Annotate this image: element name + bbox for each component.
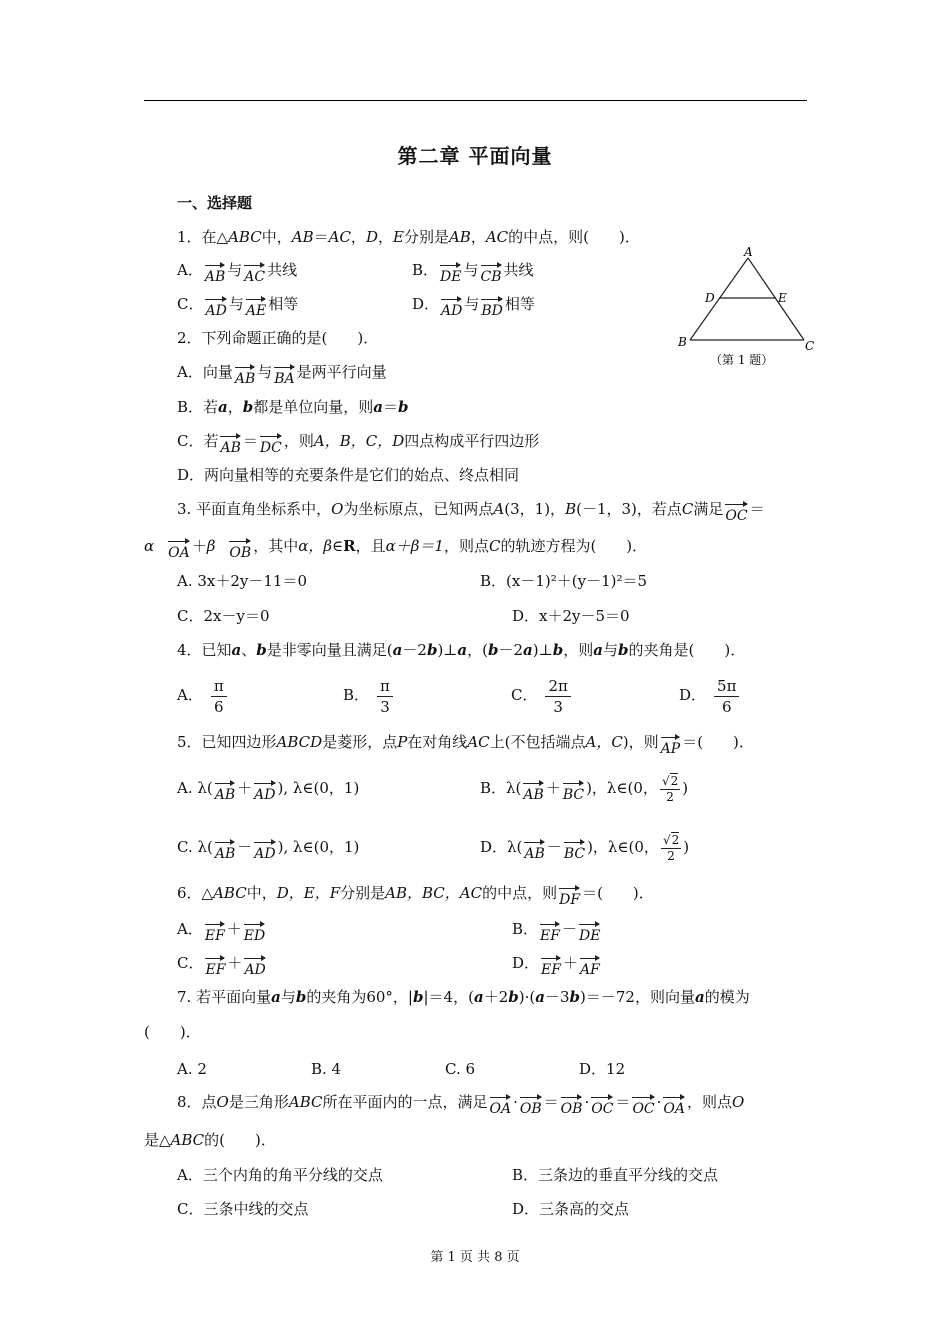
- edge-ac: [748, 258, 804, 340]
- page-footer: 第 1 页 共 8 页: [430, 1250, 520, 1265]
- q4-option-c[interactable]: C． $\frac{2\pi}{3}$: [511, 673, 571, 717]
- q2-option-b[interactable]: B．若a，b都是单位向量，则a＝b: [177, 398, 409, 416]
- header-rule: [144, 100, 807, 101]
- q7-option-c[interactable]: C. 6: [445, 1060, 476, 1078]
- q4-option-b[interactable]: B． $\frac{\pi}{3}$: [343, 673, 393, 717]
- q1-option-c[interactable]: C． AD 与 AE 相等: [177, 295, 299, 319]
- q5-option-a[interactable]: A. λ( AB ＋ AD ), λ∈(0，1): [177, 779, 360, 803]
- q8-option-c[interactable]: C．三条中线的交点: [177, 1200, 309, 1218]
- edge-ab: [690, 258, 748, 340]
- q8-stem: 8．点O是三角形ABC所在平面内的一点，满足 OA · OB ＝ OB · OC ＝ OC · OA ，则点O: [177, 1093, 745, 1117]
- label-c: C: [805, 339, 815, 353]
- q8-option-a[interactable]: A．三个内角的角平分线的交点: [177, 1166, 383, 1184]
- q3-option-d[interactable]: D．x＋2y－5＝0: [512, 607, 630, 625]
- q3-option-c[interactable]: C．2x－y＝0: [177, 607, 270, 625]
- q7-option-a[interactable]: A. 2: [177, 1060, 207, 1078]
- triangle-figure: [672, 240, 822, 370]
- q6-option-c[interactable]: C． EF ＋ AD: [177, 954, 266, 978]
- q2-option-d[interactable]: D．两向量相等的充要条件是它们的始点、终点相同: [177, 466, 520, 484]
- q1-option-d[interactable]: D． AD 与 BD 相等: [412, 295, 535, 319]
- chapter-title: 第二章 平面向量: [397, 144, 553, 168]
- q7-stem: 7. 若平面向量a与b的夹角为60°，|b|＝4，(a＋2b)·(a－3b)＝－72，则向量a的模为: [177, 988, 750, 1006]
- q1-stem: 1．在△ABC中，AB＝AC，D，E分别是AB，AC的中点，则( )．: [177, 228, 640, 246]
- q3-stem-line1: 3. 平面直角坐标系中，O为坐标原点，已知两点A(3，1)，B(－1，3)，若点C满足 OC ＝: [177, 500, 765, 524]
- q8-option-b[interactable]: B．三条边的垂直平分线的交点: [512, 1166, 719, 1184]
- q6-option-a[interactable]: A． EF ＋ ED: [177, 920, 266, 944]
- q6-stem: 6．△ABC中，D，E，F分别是AB，BC，AC的中点，则 DF ＝( )．: [177, 884, 654, 908]
- section-heading: 一、选择题: [177, 194, 253, 212]
- q3-option-a[interactable]: A. 3x＋2y－11＝0: [177, 572, 308, 590]
- q2-option-a[interactable]: A．向量 AB 与 BA 是两平行向量: [177, 363, 387, 387]
- q2-stem: 2．下列命题正确的是( )．: [177, 329, 379, 347]
- figure-caption: （第 1 题）: [710, 353, 774, 367]
- label-b: B: [678, 335, 687, 349]
- q4-stem: 4．已知a、b是非零向量且满足(a－2b)⊥a，(b－2a)⊥b，则a与b的夹角是( )．: [177, 641, 746, 659]
- q7-stem-line2: ( )．: [144, 1023, 201, 1041]
- q6-option-d[interactable]: D． EF ＋ AF: [512, 954, 600, 978]
- q6-option-b[interactable]: B． EF － DE: [512, 920, 601, 944]
- label-e: E: [778, 291, 787, 305]
- q5-option-b[interactable]: B．λ( AB ＋ BC )，λ∈(0， $\frac{√2}{2}$ ): [480, 773, 689, 804]
- q3-option-b[interactable]: B．(x－1)²＋(y－1)²＝5: [480, 572, 648, 590]
- q7-option-d[interactable]: D．12: [579, 1060, 626, 1078]
- q1-option-a[interactable]: A． AB 与 AC 共线: [177, 261, 298, 285]
- q4-option-a[interactable]: A． $\frac{\pi}{6}$: [177, 673, 227, 717]
- q8-stem-line2: 是△ABC的( )．: [144, 1131, 276, 1149]
- q8-option-d[interactable]: D．三条高的交点: [512, 1200, 630, 1218]
- label-d: D: [705, 291, 715, 305]
- q5-option-d[interactable]: D．λ( AB － BC )，λ∈(0， $\frac{√2}{2}$ ): [480, 832, 690, 863]
- q3-stem-line2: α OA ＋β OB ，其中α，β∈R，且α＋β＝1，则点C的轨迹方程为( )．: [144, 537, 648, 561]
- q4-option-d[interactable]: D． $\frac{5\pi}{6}$: [679, 673, 739, 717]
- label-a: A: [744, 245, 753, 259]
- q7-option-b[interactable]: B. 4: [311, 1060, 342, 1078]
- q2-option-c[interactable]: C．若 AB ＝ DC ，则A，B，C，D四点构成平行四边形: [177, 432, 540, 456]
- q5-option-c[interactable]: C. λ( AB － AD ), λ∈(0，1): [177, 838, 360, 862]
- q5-stem: 5．已知四边形ABCD是菱形，点P在对角线AC上(不包括端点A，C)，则 AP ＝( )．: [177, 733, 754, 757]
- q1-option-b[interactable]: B． DE 与 CB 共线: [412, 261, 534, 285]
